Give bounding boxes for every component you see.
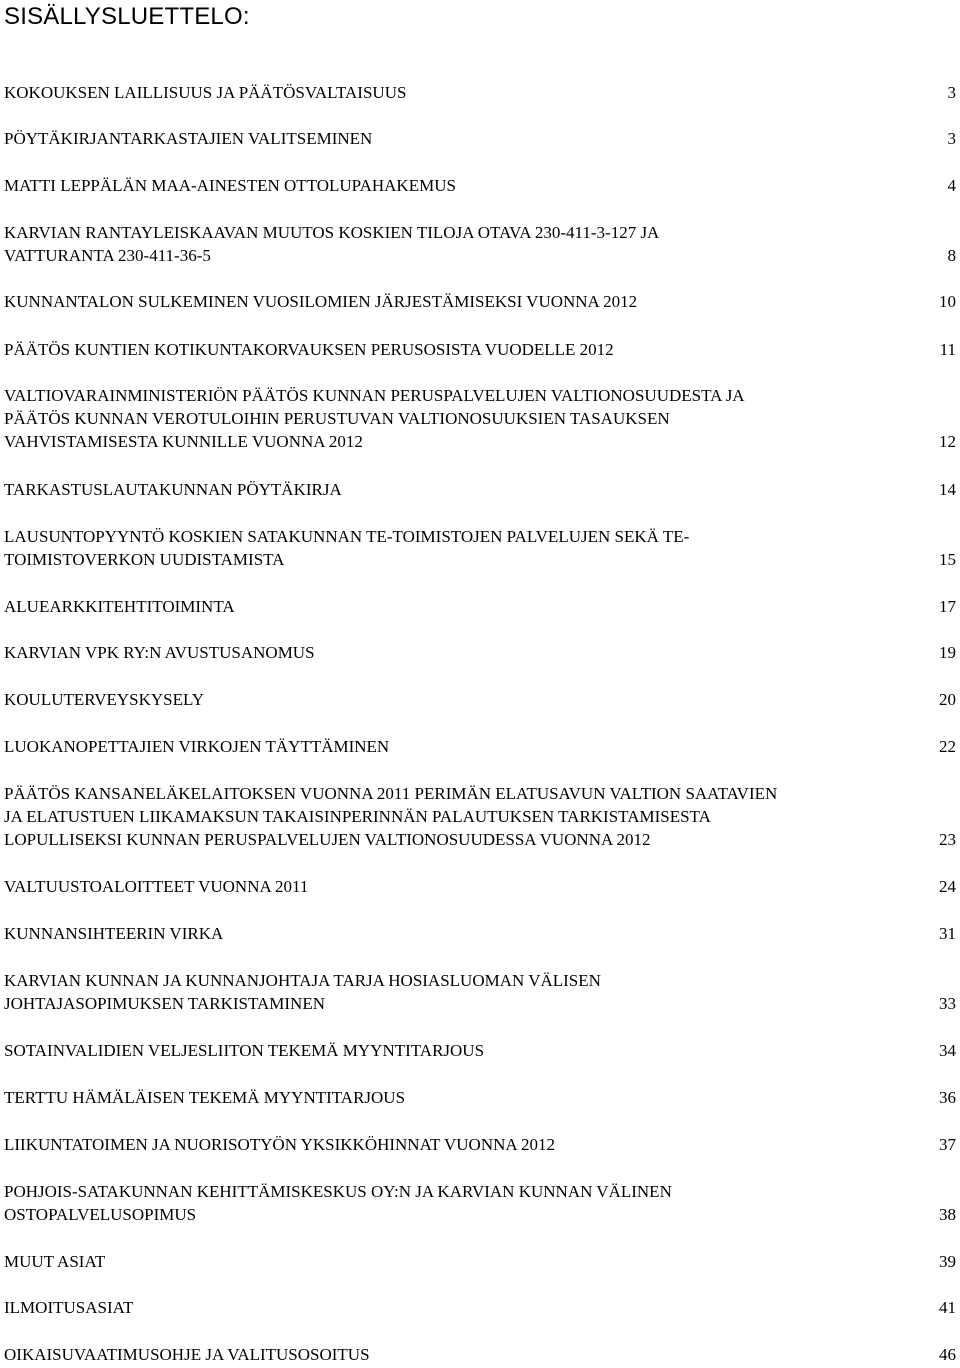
toc-entry-title: VALTUUSTOALOITTEET VUONNA 2011	[4, 877, 309, 896]
toc-entry-page-number: 38	[939, 1205, 956, 1224]
toc-entry-title: POHJOIS-SATAKUNNAN KEHITTÄMISKESKUS OY:N JA KARVIAN KUNNAN VÄLINEN	[4, 1182, 672, 1201]
toc-entry-title: MATTI LEPPÄLÄN MAA-AINESTEN OTTOLUPAHAKEMUS	[4, 176, 456, 195]
toc-entry[interactable]	[4, 782, 956, 851]
toc-entry[interactable]	[4, 221, 956, 267]
toc-entry[interactable]	[4, 338, 956, 361]
toc-entry-page-number: 31	[939, 924, 956, 943]
toc-entry-title: PÖYTÄKIRJANTARKASTAJIEN VALITSEMINEN	[4, 129, 373, 148]
toc-entry[interactable]	[4, 81, 956, 104]
toc-entry-title: KARVIAN VPK RY:N AVUSTUSANOMUS	[4, 643, 315, 662]
toc-entry-page-number: 17	[939, 597, 956, 616]
toc-entry[interactable]	[4, 384, 956, 453]
toc-entry-page-number: 19	[939, 643, 956, 662]
toc-entry-page-number: 4	[947, 176, 956, 195]
toc-entry-page-number: 41	[939, 1298, 956, 1317]
toc-entry-title: KOKOUKSEN LAILLISUUS JA PÄÄTÖSVALTAISUUS	[4, 83, 407, 102]
toc-entry-page-number: 39	[939, 1252, 956, 1271]
toc-entry-title: LIIKUNTATOIMEN JA NUORISOTYÖN YKSIKKÖHINNAT VUONNA 2012	[4, 1135, 555, 1154]
toc-entry-title: VAHVISTAMISESTA KUNNILLE VUONNA 2012	[4, 432, 363, 451]
toc-entry-title: OIKAISUVAATIMUSOHJE JA VALITUSOSOITUS	[4, 1345, 370, 1364]
toc-entry[interactable]	[4, 1296, 956, 1319]
toc-entry-title: SOTAINVALIDIEN VELJESLIITON TEKEMÄ MYYNTITARJOUS	[4, 1041, 485, 1060]
toc-entry[interactable]	[4, 1250, 956, 1273]
toc-entry-page-number: 12	[939, 432, 956, 451]
toc-entry-title: LOPULLISEKSI KUNNAN PERUSPALVELUJEN VALTIONOSUUDESSA VUONNA 2012	[4, 830, 651, 849]
toc-entry[interactable]	[4, 922, 956, 945]
toc-entry-page-number: 33	[939, 994, 956, 1013]
toc-entry-title: KUNNANSIHTEERIN VIRKA	[4, 924, 224, 943]
toc-heading: SISÄLLYSLUETTELO:	[4, 3, 250, 30]
toc-entry-page-number: 37	[939, 1135, 956, 1154]
toc-entry[interactable]	[4, 1343, 956, 1366]
toc-entry[interactable]	[4, 969, 956, 1015]
toc-entry-page-number: 22	[939, 737, 956, 756]
toc-entry[interactable]	[4, 525, 956, 571]
toc-entry-title: PÄÄTÖS KUNNAN VEROTULOIHIN PERUSTUVAN VALTIONOSUUKSIEN TASAUKSEN	[4, 409, 670, 428]
toc-entry[interactable]	[4, 875, 956, 898]
toc-entry-page-number: 11	[939, 340, 956, 359]
toc-entry-page-number: 34	[939, 1041, 956, 1060]
toc-entry-title: KUNNANTALON SULKEMINEN VUOSILOMIEN JÄRJESTÄMISEKSI VUONNA 2012	[4, 292, 638, 311]
toc-entry-page-number: 14	[939, 480, 956, 499]
toc-entry-page-number: 46	[939, 1345, 956, 1364]
toc-entry[interactable]	[4, 174, 956, 197]
toc-entry-title: KOULUTERVEYSKYSELY	[4, 690, 204, 709]
toc-entry-page-number: 24	[939, 877, 956, 896]
toc-entry[interactable]	[4, 290, 956, 313]
toc-entry-title: ALUEARKKITEHTITOIMINTA	[4, 597, 235, 616]
toc-entry-page-number: 3	[947, 83, 956, 102]
toc-entry-title: JA ELATUSTUEN LIIKAMAKSUN TAKAISINPERINNÄN PALAUTUKSEN TARKISTAMISESTA	[4, 807, 711, 826]
toc-entry-title: ILMOITUSASIAT	[4, 1298, 134, 1317]
toc-entry-page-number: 3	[947, 129, 956, 148]
toc-entry-title: KARVIAN RANTAYLEISKAAVAN MUUTOS KOSKIEN TILOJA OTAVA 230-411-3-127 JA	[4, 223, 660, 242]
toc-entry-title: TOIMISTOVERKON UUDISTAMISTA	[4, 550, 285, 569]
toc-entry-title: MUUT ASIAT	[4, 1252, 106, 1271]
toc-entry-title: TARKASTUSLAUTAKUNNAN PÖYTÄKIRJA	[4, 480, 342, 499]
toc-entry-title: TERTTU HÄMÄLÄISEN TEKEMÄ MYYNTITARJOUS	[4, 1088, 406, 1107]
toc-entry-title: LAUSUNTOPYYNTÖ KOSKIEN SATAKUNNAN TE-TOIMISTOJEN PALVELUJEN SEKÄ TE-	[4, 527, 690, 546]
toc-entry[interactable]	[4, 1086, 956, 1109]
toc-entry-title: PÄÄTÖS KUNTIEN KOTIKUNTAKORVAUKSEN PERUSOSISTA VUODELLE 2012	[4, 340, 614, 359]
toc-entry[interactable]	[4, 478, 956, 501]
toc-entry[interactable]	[4, 127, 956, 150]
toc-entry-page-number: 15	[939, 550, 956, 569]
toc-entry[interactable]	[4, 1180, 956, 1226]
toc-entry-title: KARVIAN KUNNAN JA KUNNANJOHTAJA TARJA HOSIASLUOMAN VÄLISEN	[4, 971, 601, 990]
toc-entry[interactable]	[4, 595, 956, 618]
toc-entry-title: LUOKANOPETTAJIEN VIRKOJEN TÄYTTÄMINEN	[4, 737, 390, 756]
toc-entry[interactable]	[4, 688, 956, 711]
toc-entry-page-number: 20	[939, 690, 956, 709]
toc-entry-title: PÄÄTÖS KANSANELÄKELAITOKSEN VUONNA 2011 PERIMÄN ELATUSAVUN VALTION SAATAVIEN	[4, 784, 778, 803]
toc-entry-title: VATTURANTA 230-411-36-5	[4, 246, 211, 265]
toc-entry-title: OSTOPALVELUSOPIMUS	[4, 1205, 197, 1224]
toc-entry[interactable]	[4, 1133, 956, 1156]
toc-entry-page-number: 8	[947, 246, 956, 265]
toc-entry[interactable]	[4, 735, 956, 758]
toc-entry-page-number: 10	[939, 292, 956, 311]
toc-entry-page-number: 36	[939, 1088, 956, 1107]
toc-entry[interactable]	[4, 1039, 956, 1062]
toc-entry-title: JOHTAJASOPIMUKSEN TARKISTAMINEN	[4, 994, 325, 1013]
toc-entry-page-number: 23	[939, 830, 956, 849]
toc-entry[interactable]	[4, 641, 956, 664]
toc-entry-title: VALTIOVARAINMINISTERIÖN PÄÄTÖS KUNNAN PERUSPALVELUJEN VALTIONOSUUDESTA JA	[4, 386, 745, 405]
